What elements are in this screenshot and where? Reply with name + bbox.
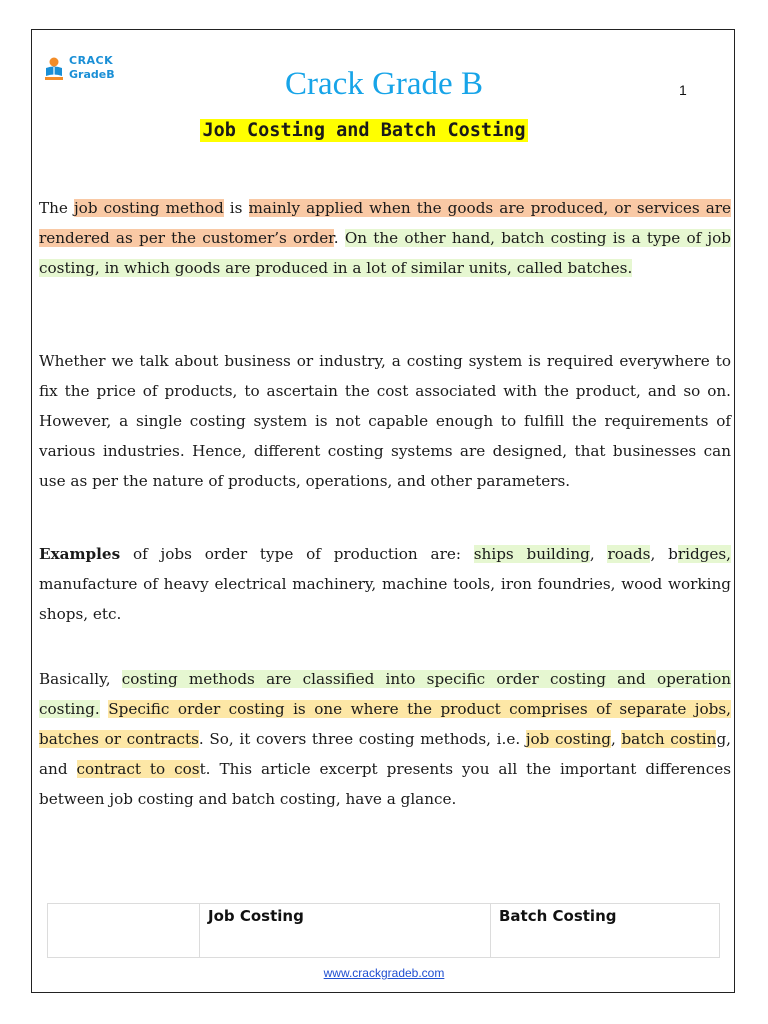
table-header-cell: [48, 904, 200, 958]
table-header-cell: Job Costing: [200, 904, 491, 958]
logo-text-crack: CRACK: [69, 54, 114, 67]
text-span: is: [223, 199, 249, 217]
text-span: Basically,: [39, 670, 122, 688]
highlight-contract-costing: contract to cos: [76, 760, 200, 778]
highlight-specific-order-costing: Specific order costing is one where the product comprises of separate jobs, batches or contracts: [39, 700, 731, 748]
highlight-bridges: ridges,: [677, 545, 731, 563]
text-span: ,: [589, 545, 608, 563]
site-title: Crack Grade B: [285, 66, 483, 102]
page-border: [31, 29, 735, 993]
costing-methods-paragraph: [39, 664, 731, 814]
text-span: . So, it covers three costing methods, i.e.: [198, 730, 526, 748]
text-span: g, and: [39, 730, 732, 778]
highlight-costing-methods: costing methods are classified into specific order costing and operation costing.: [39, 670, 731, 718]
highlight-batch-costing: batch costin: [621, 730, 717, 748]
highlight-customer-order: mainly applied when the goods are produced, or services are rendered as per the customer’s order: [39, 199, 731, 247]
document-title: [0, 120, 728, 141]
text-span: [100, 700, 108, 718]
table-header-cell: Batch Costing: [491, 904, 720, 958]
examples-paragraph: [39, 539, 731, 629]
highlight-ships-building: ships building: [473, 545, 590, 563]
text-span: The: [39, 199, 74, 217]
highlight-job-costing: job costing: [525, 730, 611, 748]
intro-paragraph: [39, 193, 731, 283]
costing-systems-paragraph: Whether we talk about business or industry, a costing system is required everywhere to fix the price of products, to ascertain the cost associated with the product, and so on. However, a single costing system is not capable enough to fulfill the requirements of various industries. Hence, different costing systems are designed, that businesses can use as per the nature of products, operations, and other parameters.: [39, 352, 731, 490]
text-span: .: [333, 229, 345, 247]
logo-text-gradeb: GradeB: [69, 68, 115, 81]
table-header-row: [48, 904, 720, 958]
document-title-text: Job Costing and Batch Costing: [202, 120, 526, 141]
text-span: , b: [650, 545, 678, 563]
text-span: of jobs order type of production are:: [120, 545, 474, 563]
comparison-table: [47, 903, 720, 958]
highlight-batch-costing-definition: On the other hand, batch costing is a type of job costing, in which goods are produced in a lot of similar units, called batches.: [39, 229, 731, 277]
page-number: 1: [679, 82, 687, 98]
examples-label: Examples: [39, 545, 121, 563]
highlight-roads: roads: [607, 545, 651, 563]
text-span: t. This article excerpt presents you all the important differences between job costing and batch costing, have a glance.: [39, 760, 731, 808]
highlight-job-costing-method: job costing method: [73, 199, 224, 217]
website-link[interactable]: www.crackgradeb.com: [323, 966, 445, 980]
text-span: ,: [610, 730, 622, 748]
text-span: manufacture of heavy electrical machinery, machine tools, iron foundries, wood working shops, etc.: [39, 575, 731, 623]
